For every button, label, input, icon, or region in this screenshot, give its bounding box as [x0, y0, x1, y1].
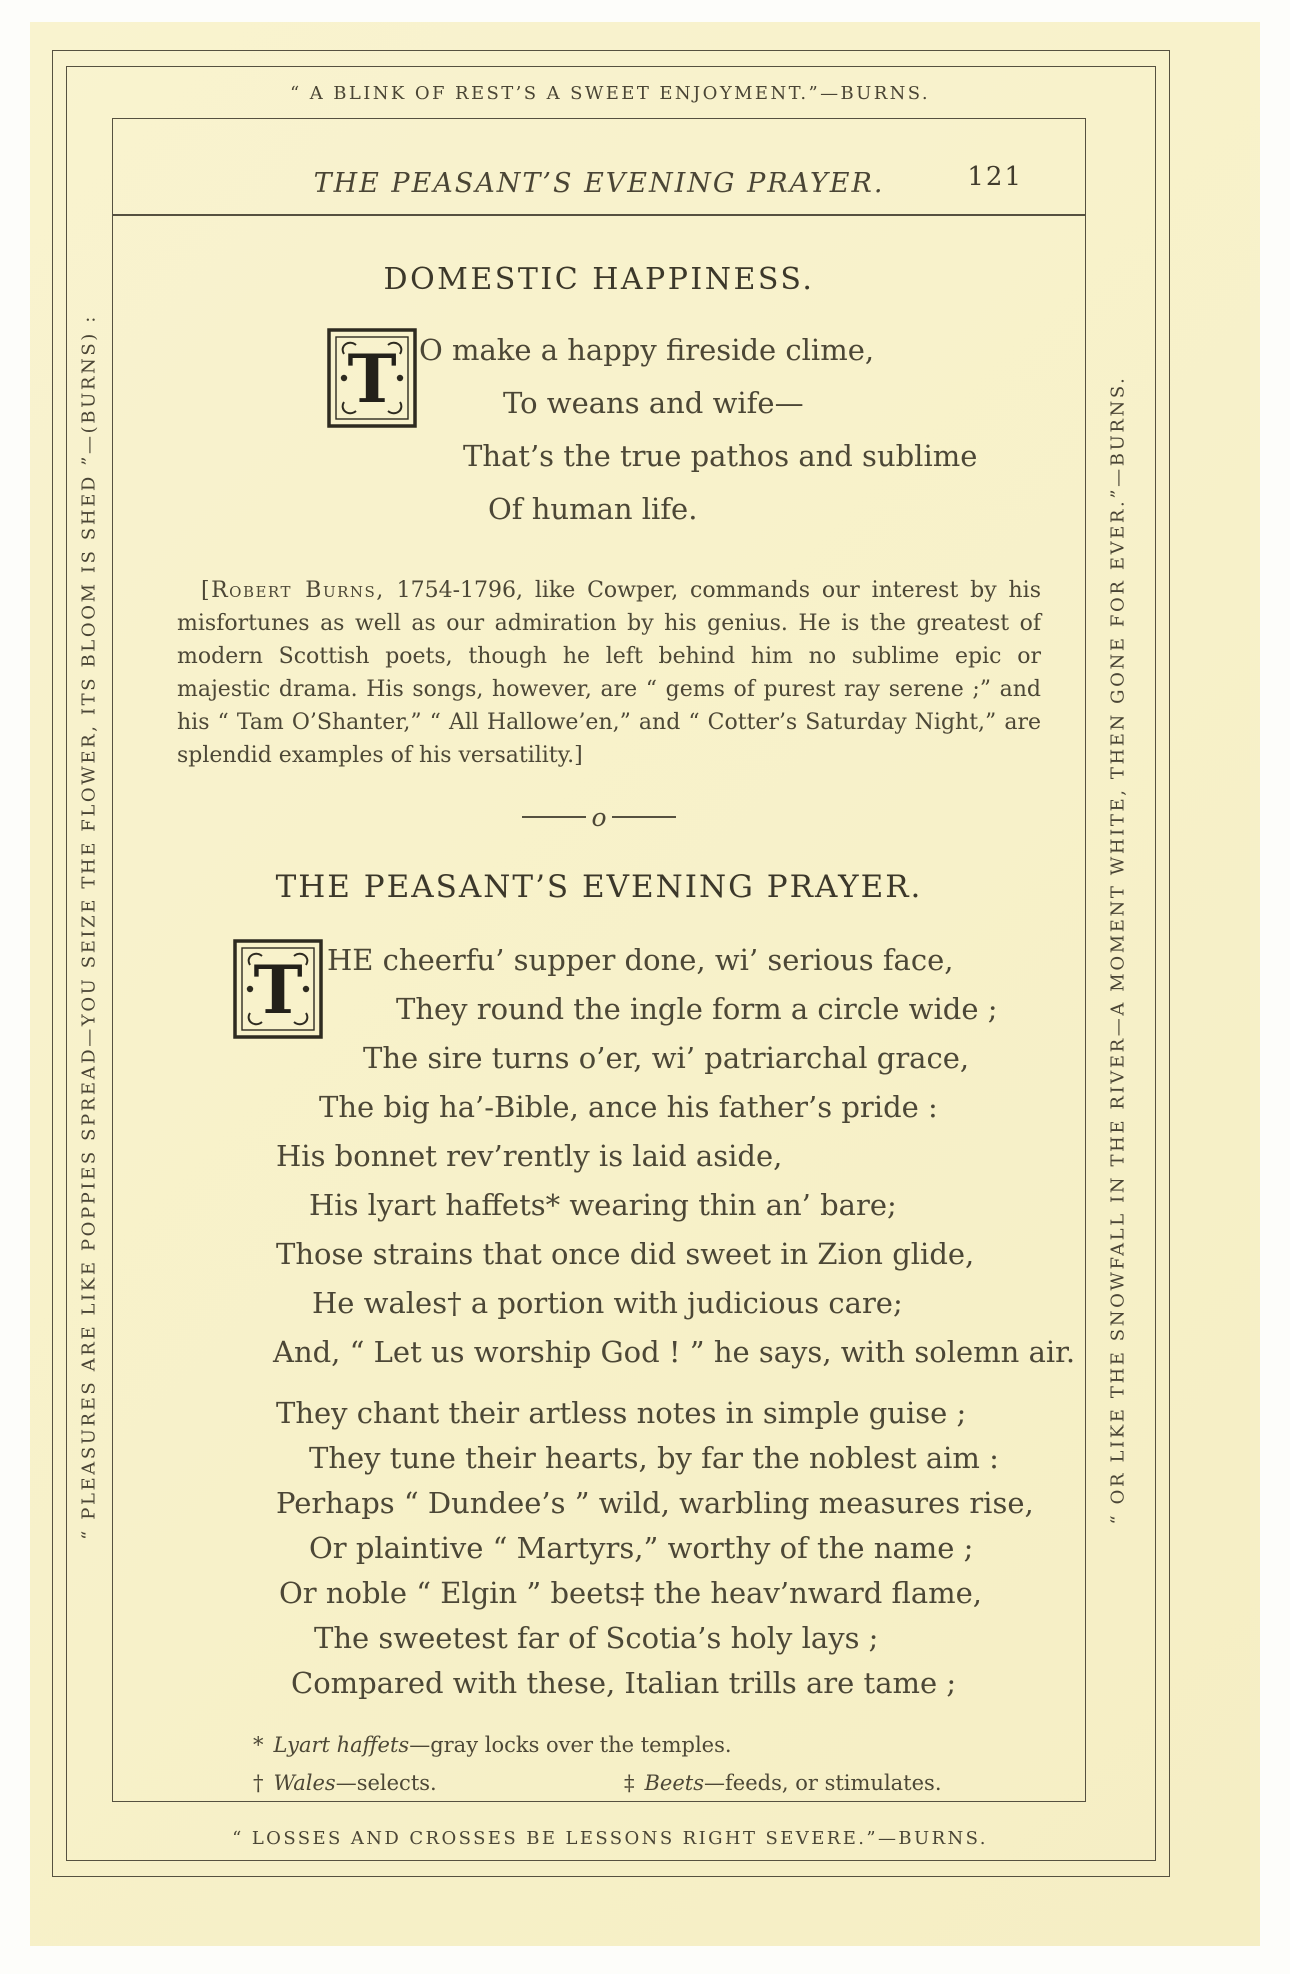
running-head: [113, 119, 1085, 216]
poem-line: O make a happy fireside clime,: [419, 333, 875, 367]
poem-line: They chant their artless notes in simple guise ;: [276, 1396, 967, 1430]
footnote-term: Lyart haffets: [273, 1733, 410, 1757]
svg-text:T: T: [347, 340, 397, 418]
page-number: 121: [967, 162, 1023, 192]
section-title-domestic-happiness: DOMESTIC HAPPINESS.: [383, 262, 815, 297]
poem-line: To weans and wife—: [503, 386, 804, 420]
poem-line: His bonnet rev’rently is laid aside,: [276, 1139, 783, 1173]
footnotes: [253, 1726, 1085, 1802]
footnote-marker: †: [253, 1771, 264, 1795]
ornate-initial-T: [327, 328, 417, 428]
poem-line: The sire turns o’er, wi’ patriarchal grace,: [363, 1041, 970, 1075]
running-title: THE PEASANT’S EVENING PRAYER.: [313, 168, 885, 199]
ornate-initial-T: [233, 939, 323, 1039]
poem-line: The big ha’-Bible, ance his father’s pride :: [319, 1090, 938, 1124]
footnote-term: Beets: [644, 1771, 705, 1795]
top-margin-quote: “ A BLINK OF REST’S A SWEET ENJOYMENT.”—BURNS.: [289, 83, 931, 104]
section-divider: [113, 802, 1085, 832]
poem-line: Of human life.: [488, 492, 698, 526]
section-title-evening-prayer: THE PEASANT’S EVENING PRAYER.: [275, 869, 923, 905]
poem-line: Or noble “ Elgin ” beets‡ the heav’nward flame,: [279, 1576, 983, 1610]
footnote-marker: ‡: [624, 1771, 635, 1795]
divider-ornament: o: [591, 802, 607, 832]
editor-note-text: 1754-1796, like Cowper, commands our interest by his misfortunes as well as our admiration by his genius. He is the greatest of modern Scottish poets, though he left behind him no sublime epic or majestic drama. His songs, however, are “ gems of purest ray serene ;” and his “ Tam O’Shanter,” “ All Hallowe’en,” and “ Cotter’s Saturday Night,” are splendid examples of his versatility.]: [177, 578, 1041, 768]
footnote-term: Wales: [273, 1771, 336, 1795]
stanza: [113, 1391, 1085, 1706]
poem-evening-prayer: [113, 936, 1085, 1706]
footnote: [624, 1764, 942, 1802]
poem-line: His lyart haffets* wearing thin an’ bare;: [309, 1188, 897, 1222]
divider-rule: [522, 816, 586, 818]
poem-domestic-happiness: [113, 324, 1085, 536]
content-box: [112, 118, 1086, 1802]
editor-note-author: [Robert Burns,: [201, 578, 385, 603]
footnote: [253, 1726, 1085, 1764]
poem-line: HE cheerfu’ supper done, wi’ serious face,: [327, 943, 954, 977]
footnote-marker: *: [253, 1733, 264, 1757]
left-margin-quote: “ PLEASURES ARE LIKE POPPIES SPREAD—YOU SEIZE THE FLOWER, ITS BLOOM IS SHED ”—(BURNS) :: [78, 314, 100, 1540]
poem-line: He wales† a portion with judicious care;: [312, 1286, 903, 1320]
divider-rule: [612, 816, 676, 818]
poem-line: That’s the true pathos and sublime: [463, 439, 978, 473]
poem-line: The sweetest far of Scotia’s holy lays ;: [314, 1621, 879, 1655]
poem-line: And, “ Let us worship God ! ” he says, with solemn air.: [273, 1335, 1076, 1369]
footnote-definition: —gray locks over the temples.: [409, 1733, 732, 1757]
footnote-definition: —selects.: [335, 1771, 437, 1795]
svg-text:T: T: [253, 951, 303, 1029]
footnote: [253, 1764, 624, 1802]
poem-line: Those strains that once did sweet in Zion glide,: [276, 1237, 975, 1271]
editor-note: [177, 574, 1041, 772]
poem-line: They tune their hearts, by far the noblest aim :: [309, 1441, 999, 1475]
page: [30, 22, 1260, 1946]
poem-line: Compared with these, Italian trills are tame ;: [291, 1666, 957, 1700]
poem-line: Perhaps “ Dundee’s ” wild, warbling measures rise,: [276, 1486, 1034, 1520]
bottom-margin-quote: “ LOSSES AND CROSSES BE LESSONS RIGHT SEVERE.”—BURNS.: [232, 1828, 988, 1849]
poem-line: They round the ingle form a circle wide ;: [396, 992, 998, 1026]
poem-line: Or plaintive “ Martyrs,” worthy of the name ;: [309, 1531, 974, 1565]
right-margin-quote: “ OR LIKE THE SNOWFALL IN THE RIVER—A MOMENT WHITE, THEN GONE FOR EVER.”—BURNS.: [1107, 375, 1129, 1525]
footnote-definition: —feeds, or stimulates.: [704, 1771, 942, 1795]
footnote-row: [253, 1764, 1085, 1802]
